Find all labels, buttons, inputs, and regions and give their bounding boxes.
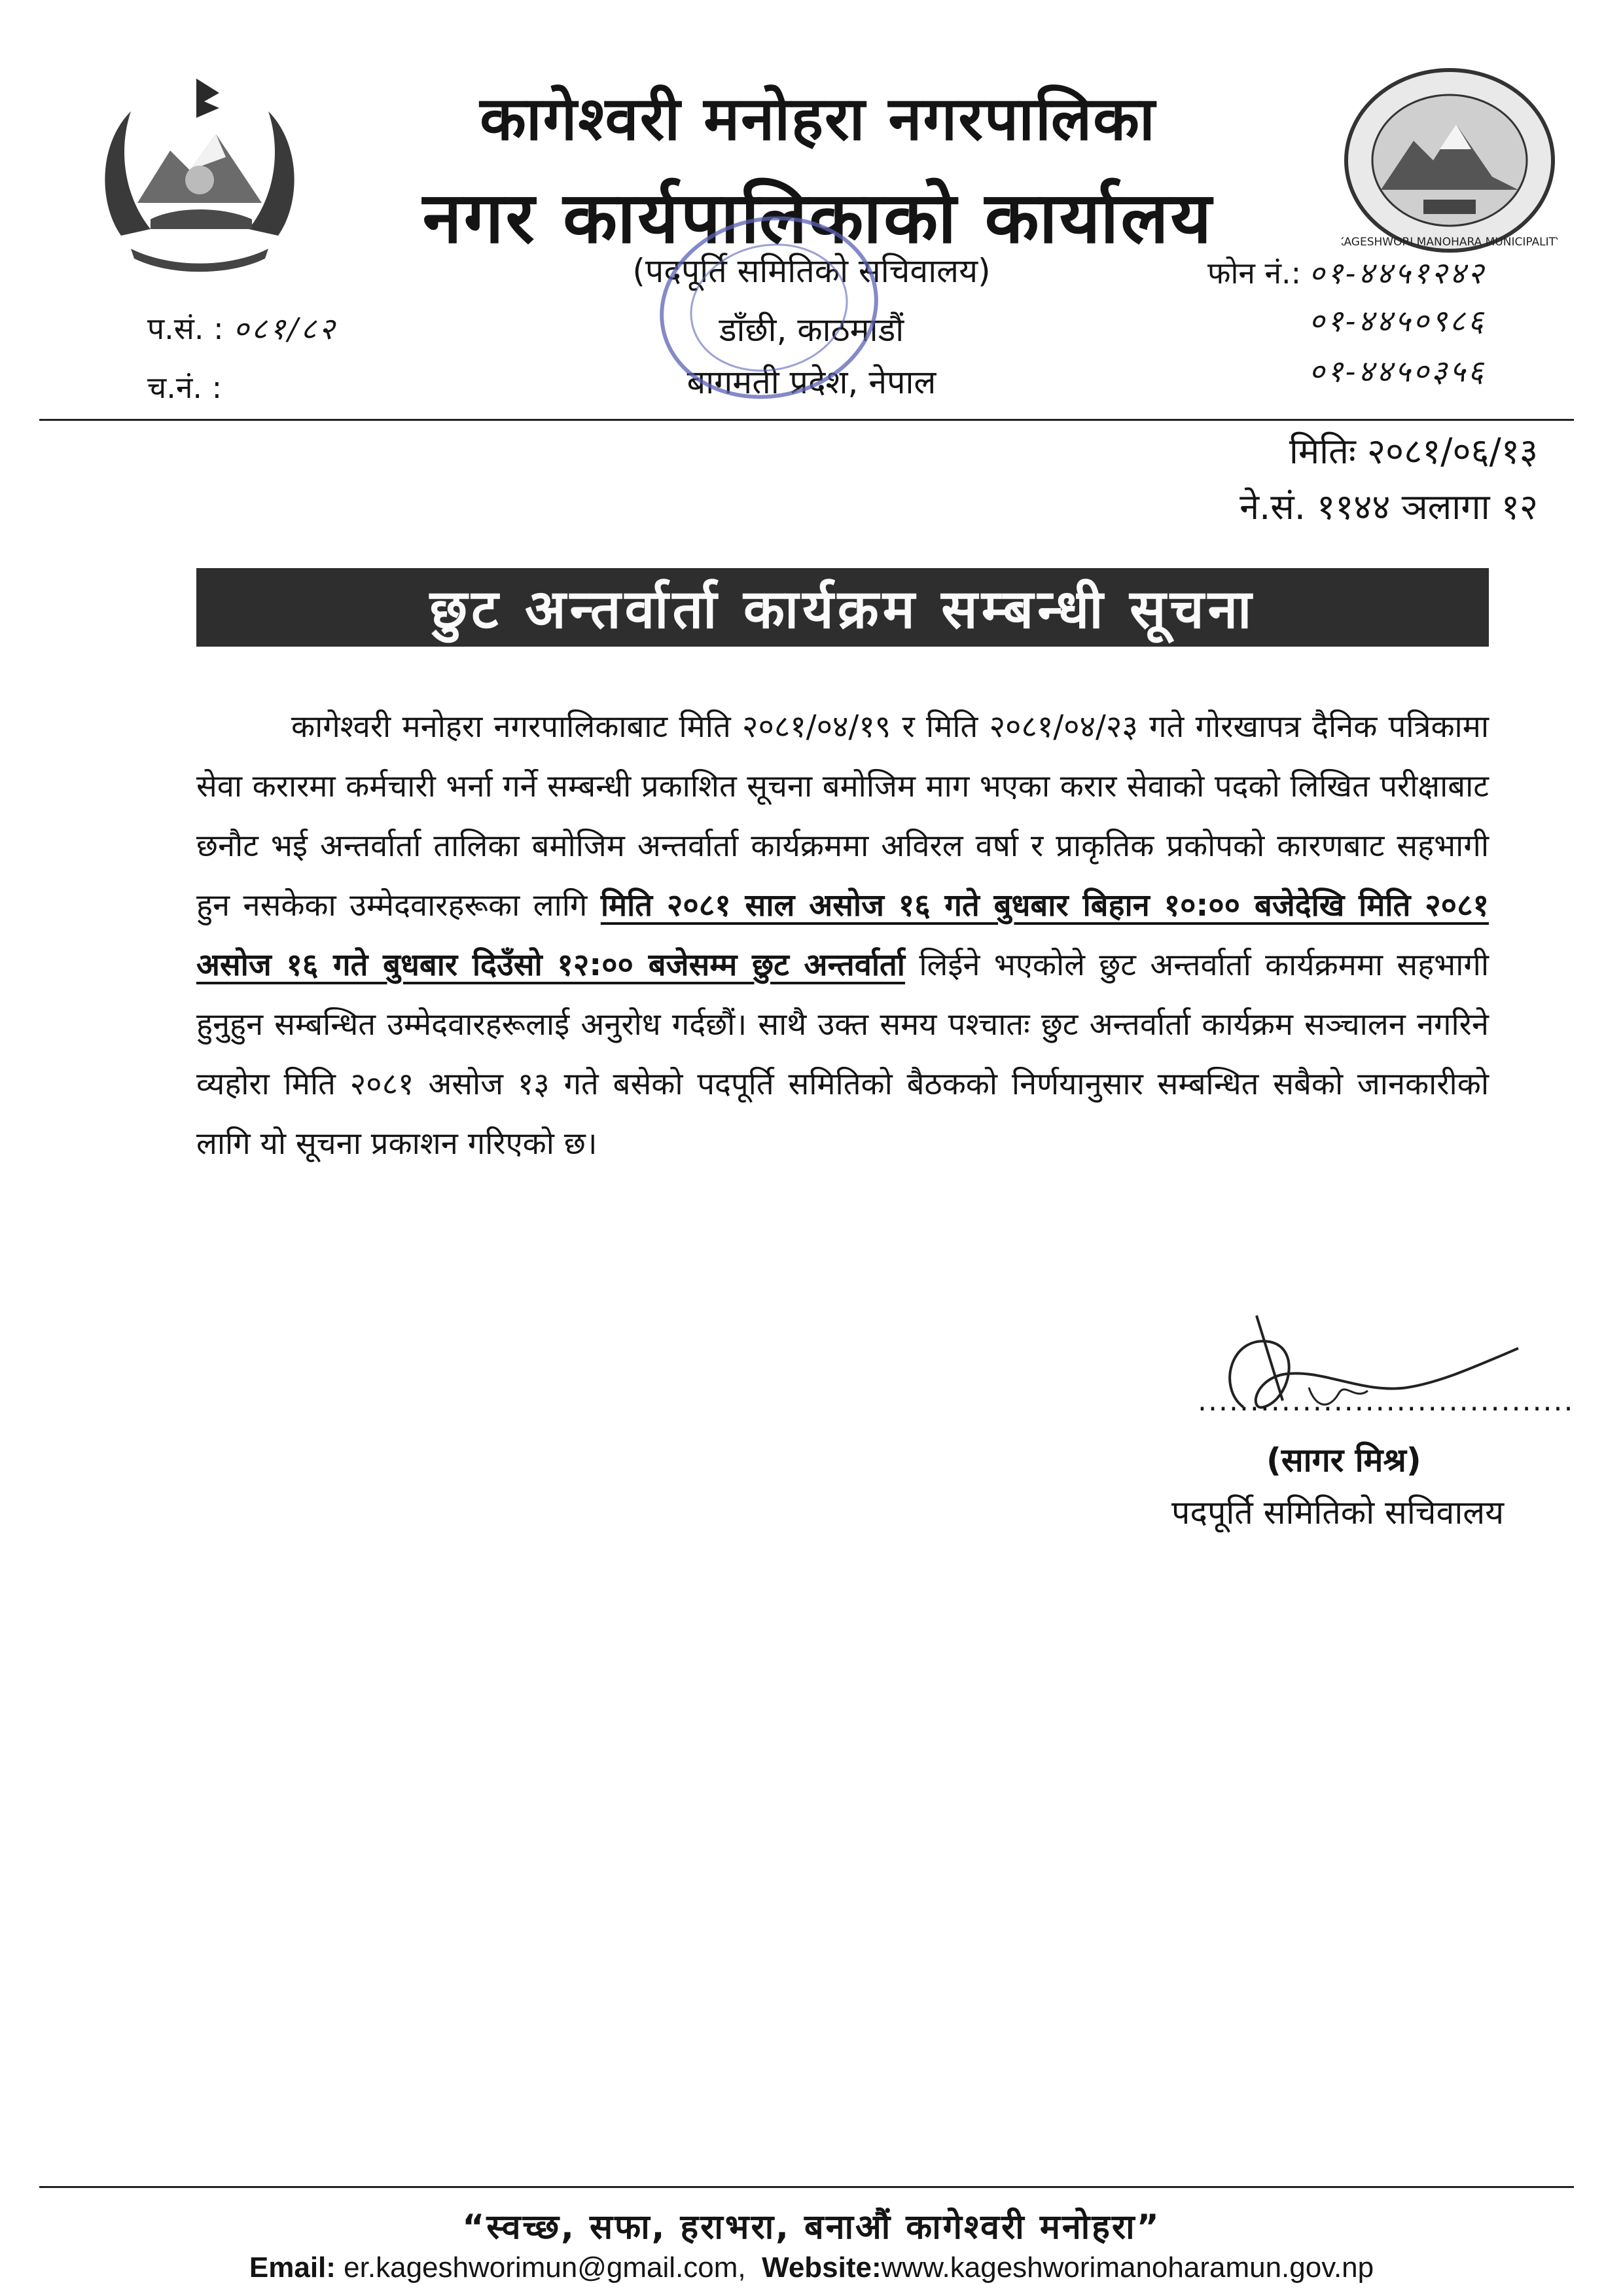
- phone-number-2: ०१-४४५०९८६: [1309, 303, 1486, 338]
- body-part-1: कागेश्वरी मनोहरा नगरपालिकाबाट मिति २०८१/०४/१९ र मिति २०८१/०४/२३ गते गोरखापत्र दैनिक पत्रिकामा सेवा करारमा कर्मचारी भर्ना गर्ने सम्बन्धी प्रकाशित सूचना बमोजिम माग भएका करार सेवाको पदको लिखित परीक्षाबाट छनौट भई अन्तर्वार्ता तालिका बमोजिम अन्तर्वार्ता कार्यक्रममा अविरल वर्षा र प्राकृतिक प्रकोपको कारणबाट सहभागी हुन नसकेका उम्मेदवारहरूका लागि: [196, 709, 1489, 924]
- signatory-name: (सागर मिश्र): [1266, 1441, 1421, 1479]
- phone-label: फोन नं.:: [1207, 255, 1302, 291]
- reference-number: [147, 308, 337, 348]
- body-emphasis: मिति २०८१ साल असोज १६ गते बुधबार बिहान १०:०० बजेदेखि मिति २०८१ असोज १६ गते बुधबार दिउँसो १२:०० बजेसम्म छुट अन्तर्वार्ता: [196, 888, 1489, 983]
- secretariat-line: (पदपूर्ति समितिको सचिवालय): [632, 252, 991, 290]
- footer-divider: [39, 2186, 1574, 2188]
- location-line: डाँछी, काठमाडौं: [719, 311, 904, 349]
- notice-title: छुट अन्तर्वार्ता कार्यक्रम सम्बन्धी सूचना: [429, 579, 1256, 641]
- footer-slogan: “स्वच्छ, सफा, हराभरा, बनाऔं कागेश्वरी मनोहरा”: [462, 2208, 1161, 2247]
- footer-contact: [0, 2251, 1623, 2284]
- email-label: Email:: [249, 2251, 336, 2284]
- phone-number-3: ०१-४४५०३५६: [1309, 353, 1486, 389]
- province-line: बागमती प्रदेश, नेपाल: [687, 363, 936, 401]
- dispatch-number: च.नं. :: [147, 370, 223, 405]
- website-link[interactable]: www.kageshworimanoharamun.gov.np: [881, 2251, 1374, 2284]
- ref-label: प.सं. :: [147, 311, 224, 346]
- email-link[interactable]: er.kageshworimun@gmail.com,: [344, 2251, 746, 2284]
- office-name: नगर कार्यपालिकाको कार्यालय: [422, 177, 1214, 259]
- header-divider: [39, 419, 1574, 421]
- notice-body: [196, 697, 1489, 1174]
- seal-text: KAGESHWORI MANOHARA MUNICIPALITY: [1342, 236, 1558, 249]
- office-stamp: [628, 209, 910, 425]
- notice-title-banner: [196, 568, 1489, 647]
- ref-value: ०८१/८२: [233, 311, 338, 346]
- website-label: Website:: [762, 2251, 882, 2284]
- municipality-name: कागेश्वरी मनोहरा नगरपालिका: [480, 84, 1156, 154]
- signatory-title: पदपूर्ति समितिको सचिवालय: [1171, 1494, 1505, 1532]
- body-part-2: लिईने भएकोले छुट अन्तर्वार्ता कार्यक्रममा सहभागी हुनुहुन सम्बन्धित उम्मेदवारहरूलाई अनुरोध गर्दछौं। साथै उक्त समय पश्चातः छुट अन्तर्वार्ता कार्यक्रम सञ्चालन नगरिने व्यहोरा मिति २०८१ असोज १३ गते बसेको पदपूर्ति समितिको बैठकको निर्णयानुसार सम्बन्धित सबैको जानकारीको लागि यो सूचना प्रकाशन गरिएको छ।: [196, 947, 1489, 1162]
- signature-line: ....................................: [1198, 1384, 1575, 1418]
- date-bs: मितिः २०८१/०६/१३: [1289, 431, 1538, 472]
- phone-number-1: ०१-४४५१२४२: [1309, 255, 1486, 291]
- date-ns: ने.सं. ११४४ ञलागा १२: [1240, 486, 1538, 528]
